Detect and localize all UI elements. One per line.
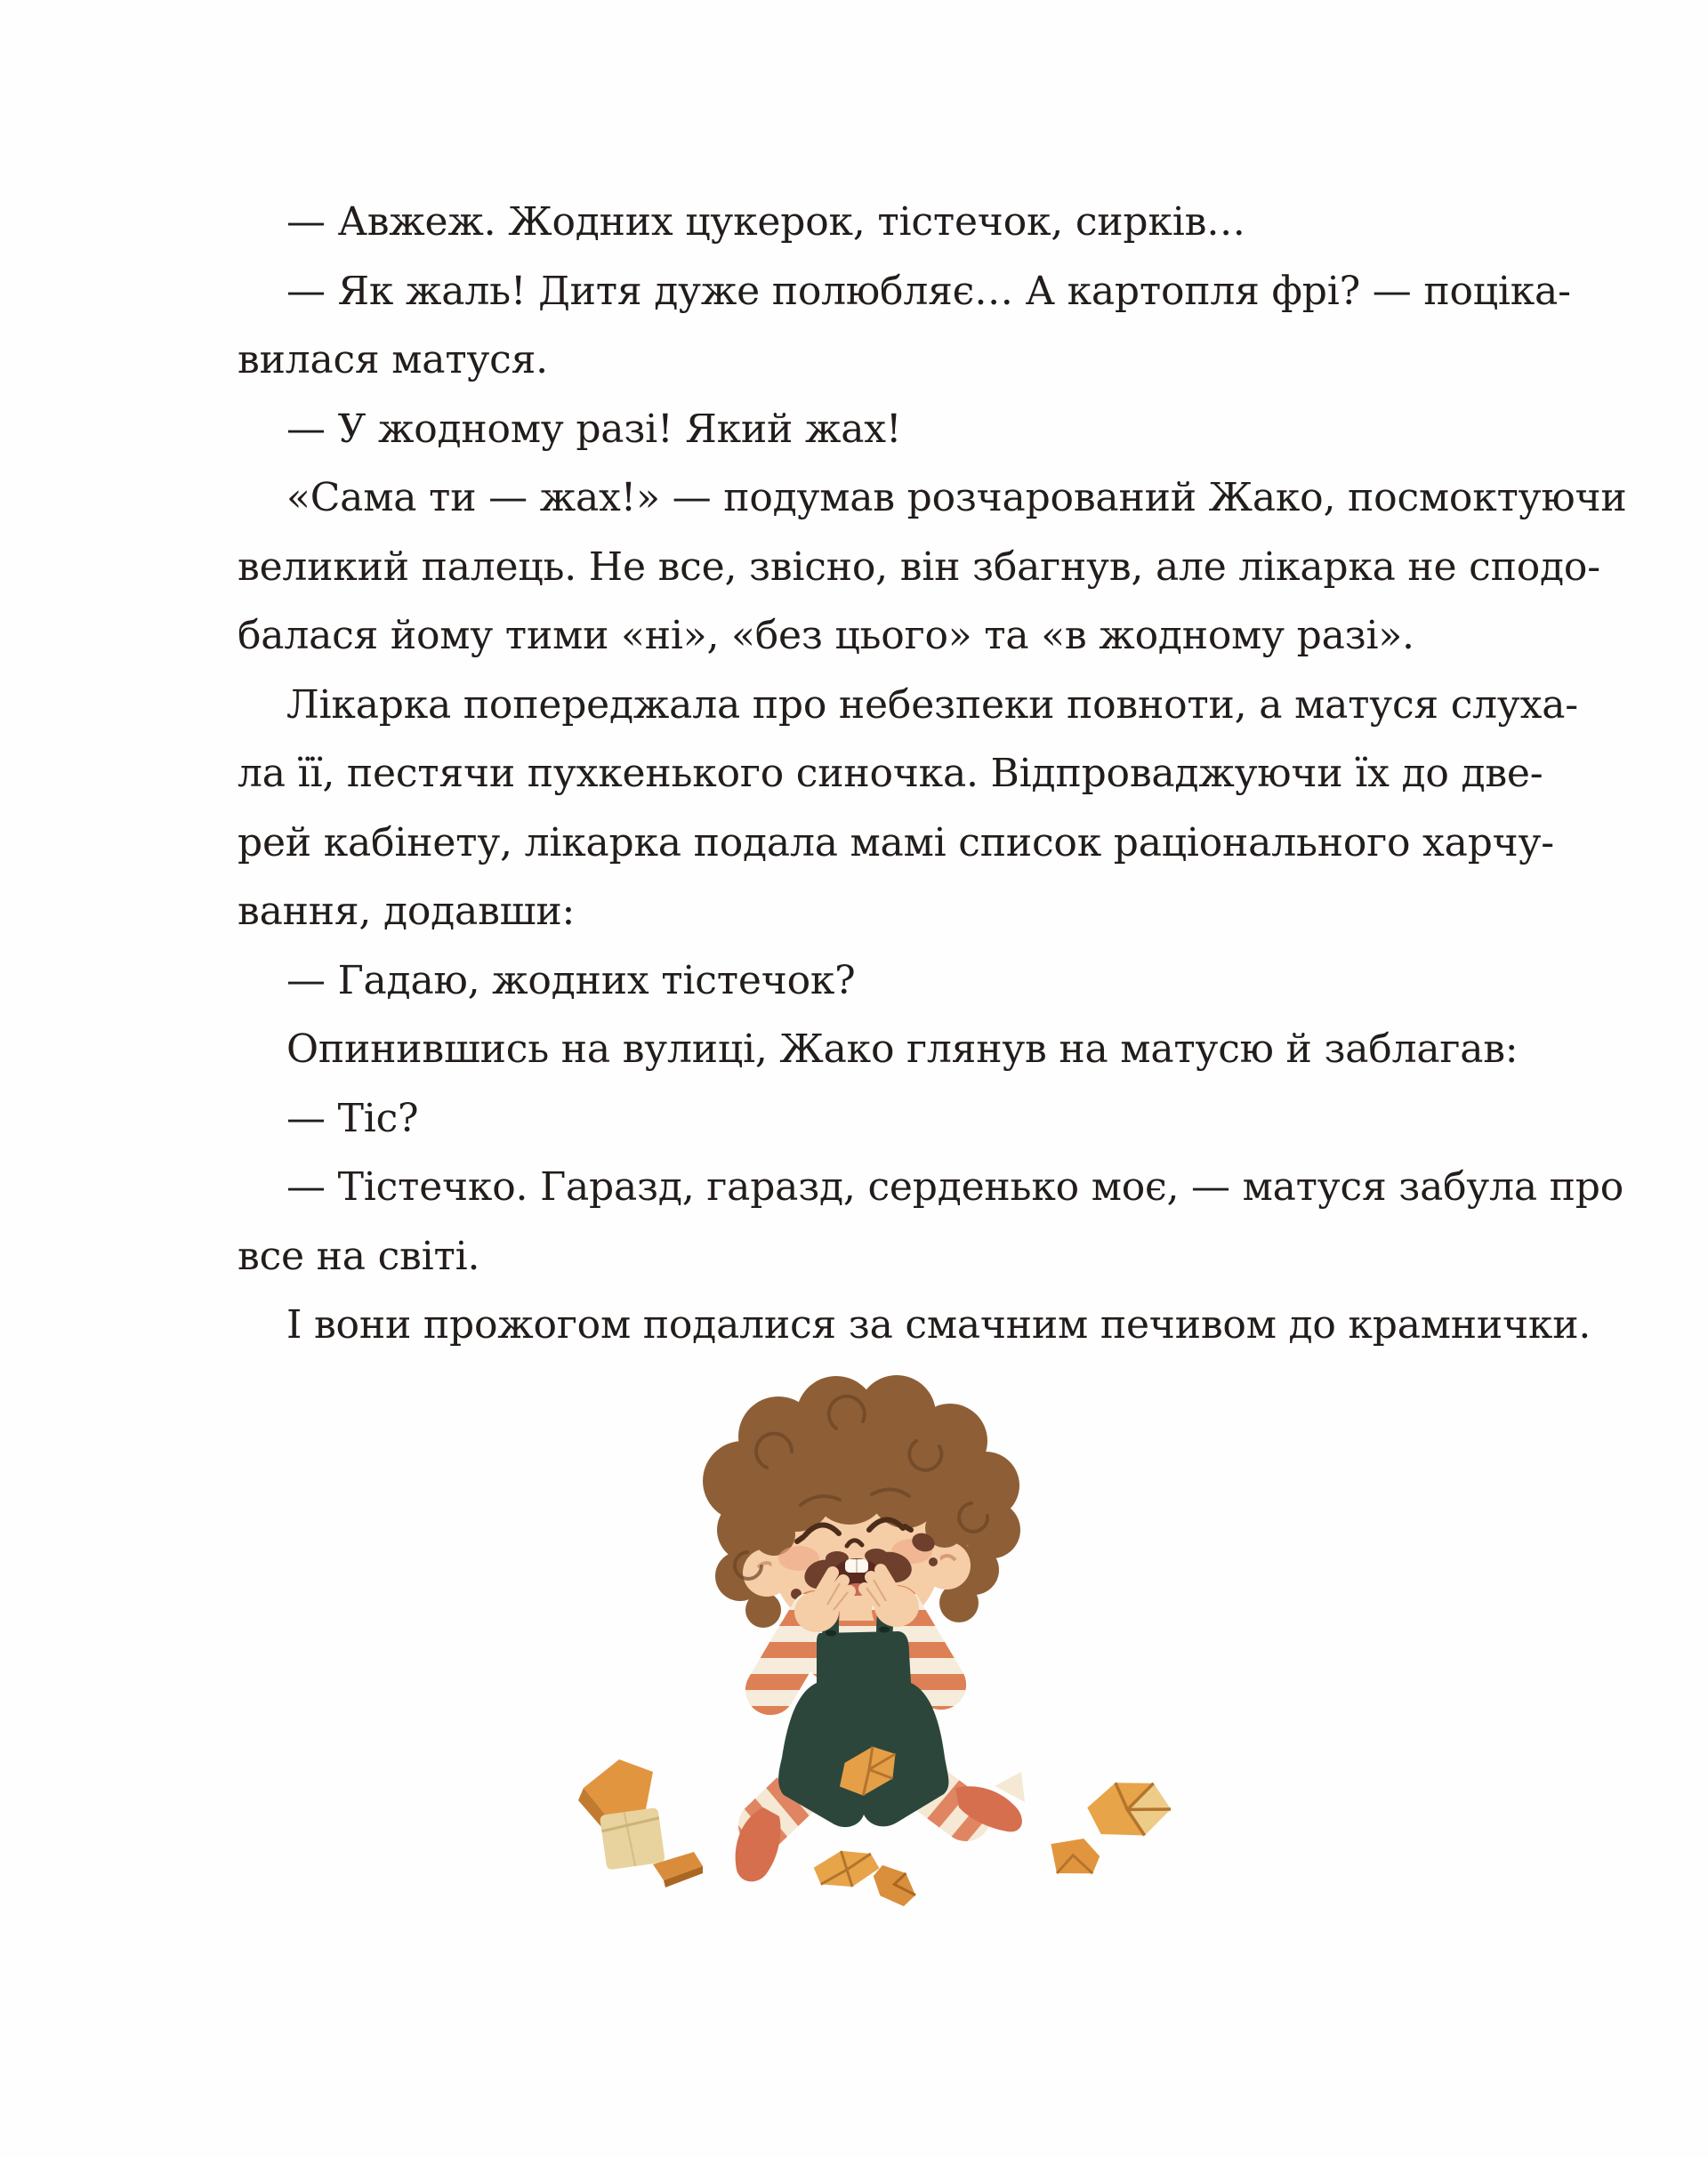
text-line: Лікарка попереджала про небезпеки повноти, а матуся слуха- [286,681,1578,728]
child-eating-cookies-illustration [534,1370,1210,1912]
text-line: балася йому тими «ні», «без цього» та «в жодному разі». [238,613,1414,658]
text-line: великий палець. Не все, звісно, він збагнув, але лікарка не сподо- [238,543,1600,590]
text-line: — Як жаль! Дитя дуже полюбляє… А картопля фрі? — поціка- [286,268,1571,314]
text-line: «Сама ти — жах!» — подумав розчарований Жако, посмоктуючи [286,475,1627,520]
text-line: рей кабінету, лікарка подала мамі список раціонального харчу- [238,819,1554,865]
text-line: — Тіс? [286,1095,419,1141]
text-line: — Авжеж. Жодних цукерок, тістечок, сирків… [286,199,1245,245]
child-illustration-svg [534,1370,1210,1912]
text-line: — У жодному разі! Який жах! [286,406,902,452]
text-line: І вони прожогом подалися за смачним печивом до крамнички. [286,1302,1591,1348]
text-line: — Тістечко. Гаразд, гаразд, серденько моє, — матуся забула про [286,1164,1624,1210]
text-line: вилася матуся. [238,337,548,382]
story-text [238,188,1627,1360]
text-line: Опинившись на вулиці, Жако глянув на матусю й заблагав: [286,1026,1519,1072]
text-line: — Гадаю, жодних тістечок? [286,957,856,1003]
text-line: все на світі. [238,1233,480,1279]
text-line: ла її, пестячи пухкенького синочка. Відпроваджуючи їх до две- [238,751,1543,796]
text-line: вання, додавши: [238,889,576,934]
